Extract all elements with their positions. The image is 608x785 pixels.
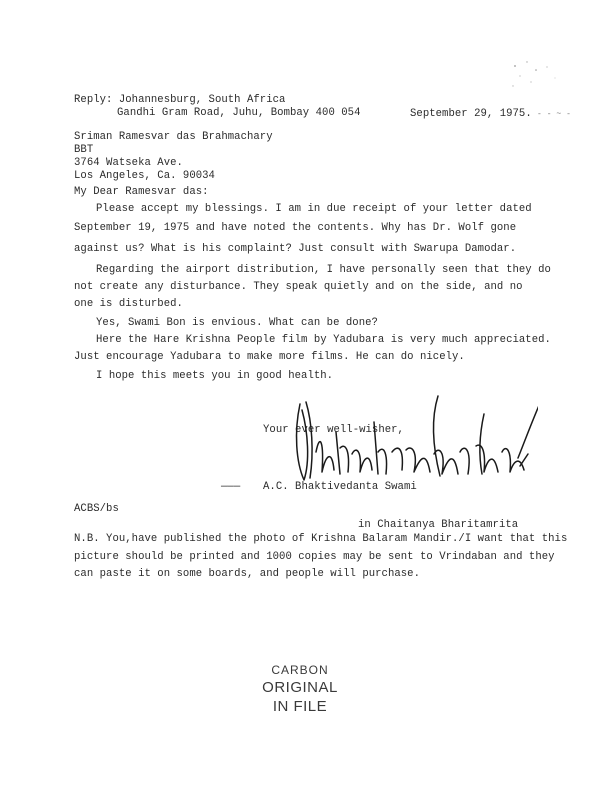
- recipient-street: 3764 Watseka Ave.: [74, 157, 183, 169]
- recipient-org: BBT: [74, 144, 94, 156]
- paper-specks: [505, 58, 575, 98]
- body-line: one is disturbed.: [74, 298, 183, 310]
- stamp-original: ORIGINAL: [262, 679, 338, 696]
- body-line: Here the Hare Krishna People film by Yadubara is very much appreciated.: [96, 334, 551, 346]
- body-line: not create any disturbance. They speak quietly and on the side, and no: [74, 281, 523, 293]
- body-line: Please accept my blessings. I am in due receipt of your letter dated: [96, 203, 532, 215]
- salutation: My Dear Ramesvar das:: [74, 186, 209, 198]
- letter-date: September 29, 1975.: [410, 108, 532, 120]
- reply-address-line2: Gandhi Gram Road, Juhu, Bombay 400 054: [117, 107, 361, 119]
- body-line: Just encourage Yadubara to make more films. He can do nicely.: [74, 351, 465, 363]
- recipient-city: Los Angeles, Ca. 90034: [74, 170, 215, 182]
- typist-initials: ACBS/bs: [74, 503, 119, 515]
- postscript-line: picture should be printed and 1000 copies may be sent to Vrindaban and they: [74, 551, 555, 563]
- date-trailing-marks: - - ~ -: [537, 110, 571, 119]
- cc-line: in Chaitanya Bharitamrita: [358, 519, 519, 531]
- valediction: Your ever well-wisher,: [263, 424, 404, 436]
- postscript-line: can paste it on some boards, and people will purchase.: [74, 568, 420, 580]
- body-line: Regarding the airport distribution, I have personally seen that they do: [96, 264, 551, 276]
- reply-address-line1: Reply: Johannesburg, South Africa: [74, 94, 286, 106]
- stamp-carbon: CARBON: [271, 663, 329, 677]
- body-line: Yes, Swami Bon is envious. What can be done?: [96, 317, 378, 329]
- postscript-line: N.B. You,have published the photo of Krishna Balaram Mandir./I want that this: [74, 533, 568, 545]
- body-line: against us? What is his complaint? Just consult with Swarupa Damodar.: [74, 243, 517, 255]
- signer-name: A.C. Bhaktivedanta Swami: [263, 481, 417, 493]
- stamp-in-file: IN FILE: [272, 698, 328, 715]
- signer-dash: ———: [221, 481, 241, 493]
- body-line: I hope this meets you in good health.: [96, 370, 334, 382]
- body-line: September 19, 1975 and have noted the contents. Why has Dr. Wolf gone: [74, 222, 517, 234]
- recipient-name: Sriman Ramesvar das Brahmachary: [74, 131, 273, 143]
